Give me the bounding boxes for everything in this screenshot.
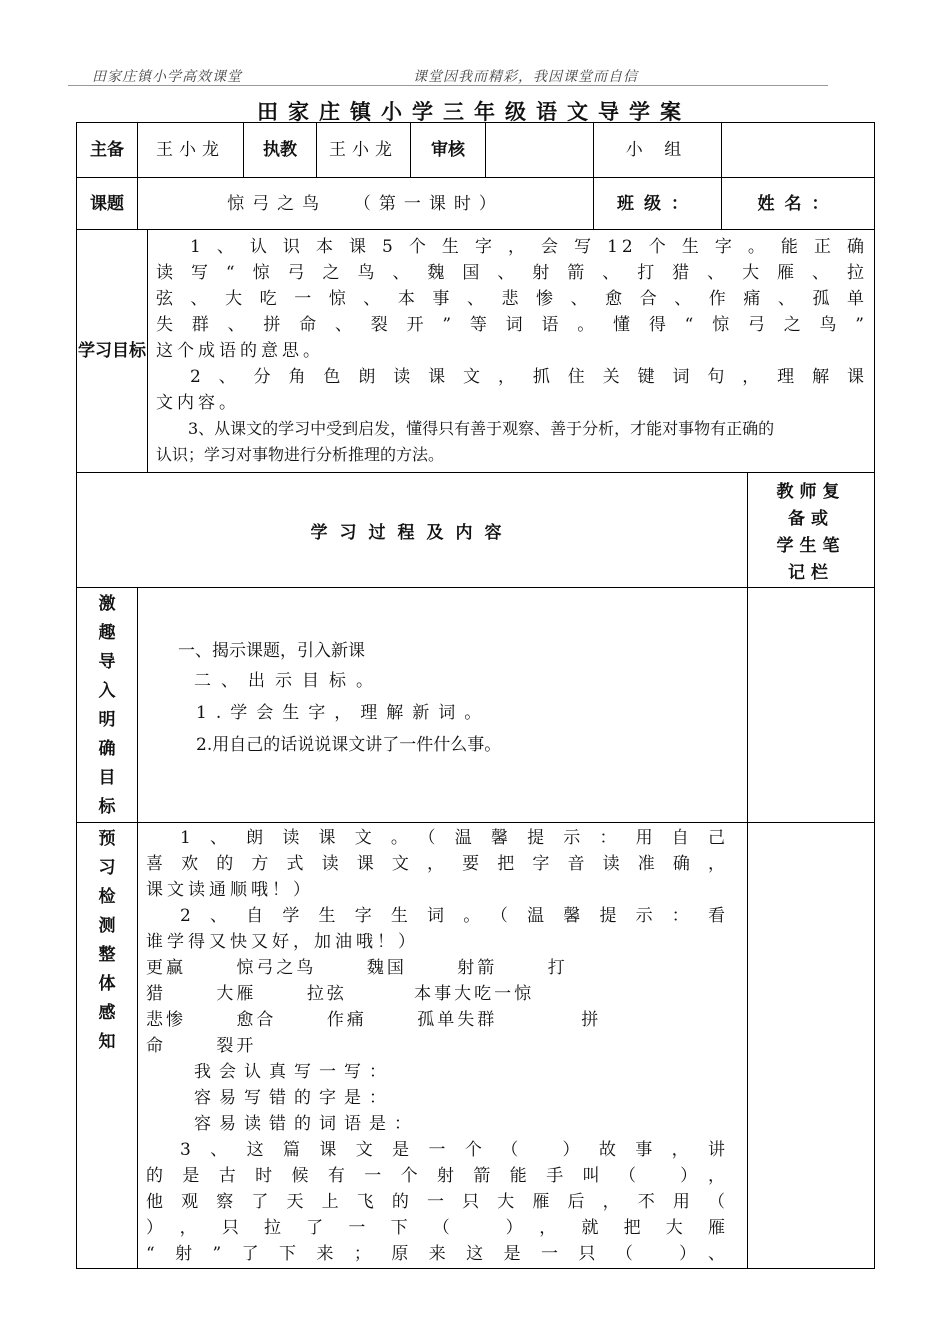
group-value: [722, 123, 875, 178]
process-heading: 学习过程及内容: [77, 473, 748, 588]
section2-line: 喜欢的方式读课文，要把字音读准确，: [146, 854, 729, 874]
section2-line: 命 裂开: [146, 1036, 257, 1056]
goal-line: 2、分角色朗读课文，抓住关键词句，理解课: [190, 367, 868, 387]
section2-row: [77, 823, 875, 1269]
goals-label: 学习目标: [77, 230, 148, 473]
section2-line: 容易写错的字是：: [194, 1088, 394, 1108]
topic-row: [77, 178, 875, 230]
section2-line: 课文读通顺哦！）: [146, 880, 314, 900]
section1-line: 2.用自己的话说说课文讲了一件什么事。: [196, 735, 502, 755]
topic-label: 课题: [77, 178, 138, 230]
section2-notes: [748, 823, 875, 1269]
main-prep-value: 王小龙: [138, 123, 244, 178]
section2-line: ），只拉了一下（ ），就把大雁: [146, 1218, 729, 1238]
section2-line: 容易读错的词语是：: [194, 1114, 419, 1134]
teach-label: 执教: [244, 123, 317, 178]
section2-line: 猎 大雁 拉弦 本事大吃一惊: [146, 984, 535, 1004]
group-label: 小 组: [594, 123, 722, 178]
notes-line: 学生笔: [776, 536, 846, 556]
section2-line: 谁学得又快又好，加油哦！）: [146, 932, 419, 952]
goal-line: 1、认识本课5个生字，会写12个生字。能正确: [190, 237, 868, 257]
section1-line: 1.学会生字，理解新词。: [196, 703, 491, 723]
review-label: 审核: [411, 123, 486, 178]
notes-line: 备或: [788, 509, 834, 529]
section2-label: 预习检测整体感知: [77, 823, 138, 1269]
goal-line: 弦、大吃一惊、本事、悲惨、愈合、作痛、孤单: [156, 289, 868, 309]
section2-line: 3、这篇课文是一个（ ）故事，讲: [180, 1140, 729, 1160]
section1-line: 一、揭示课题，引入新课: [178, 641, 365, 661]
topic-value: 惊弓之鸟 （第一课时）: [138, 178, 594, 230]
goal-line: 这个成语的意思。: [156, 341, 324, 361]
section2-content: [138, 823, 748, 1269]
section1-content: [138, 588, 748, 823]
lesson-plan-table: [76, 122, 875, 1269]
notes-line: 教师复: [776, 482, 846, 502]
goal-line: 读写“惊弓之鸟、魏国、射箭、打猎、大雁、拉: [156, 263, 868, 283]
section1-row: [77, 588, 875, 823]
goal-line: 文内容。: [156, 393, 240, 413]
section1-line: 二、出示目标。: [194, 671, 383, 691]
goal-line: 失群、拼命、裂开”等词语。懂得“惊弓之鸟”: [156, 315, 868, 335]
name-label: 姓名：: [722, 178, 875, 230]
section2-line: “射”了下来；原来这是一只（ ）、: [146, 1244, 729, 1264]
notes-line: 记栏: [788, 563, 834, 583]
review-value: [486, 123, 594, 178]
section2-line: 的是古时候有一个射箭能手叫（ ），: [146, 1166, 729, 1186]
section2-line: 更赢 惊弓之鸟 魏国 射箭 打: [146, 958, 568, 978]
header-right: 课堂因我而精彩，我因课堂而自信: [413, 69, 638, 85]
info-row: [77, 123, 875, 178]
section2-line: 我会认真写一写：: [194, 1062, 394, 1082]
section1-notes: [748, 588, 875, 823]
teach-value: 王小龙: [317, 123, 411, 178]
page-title: 田家庄镇小学三年级语文导学案: [257, 99, 691, 124]
section2-line: 1、朗读课文。（温馨提示：用自己: [180, 828, 729, 848]
goal-line: 认识；学习对事物进行分析推理的方法。: [156, 445, 445, 464]
class-label: 班级：: [594, 178, 722, 230]
section2-line: 他观察了天上飞的一只大雁后，不用（: [146, 1192, 729, 1212]
section1-label: 激趣导入明确目标: [77, 588, 138, 823]
goals-row: [77, 230, 875, 473]
section2-line: 2、自学生字生词。（温馨提示：看: [180, 906, 729, 926]
header-divider: [68, 85, 828, 86]
header-left: 田家庄镇小学高效课堂: [92, 69, 242, 85]
section2-line: 悲惨 愈合 作痛 孤单失群 拼: [146, 1010, 602, 1030]
goal-line: 3、从课文的学习中受到启发，懂得只有善于观察、善于分析，才能对事物有正确的: [188, 419, 775, 438]
process-header-row: [77, 473, 875, 588]
goals-content: [148, 230, 875, 473]
main-prep-label: 主备: [77, 123, 138, 178]
notes-column-header: [748, 473, 875, 588]
